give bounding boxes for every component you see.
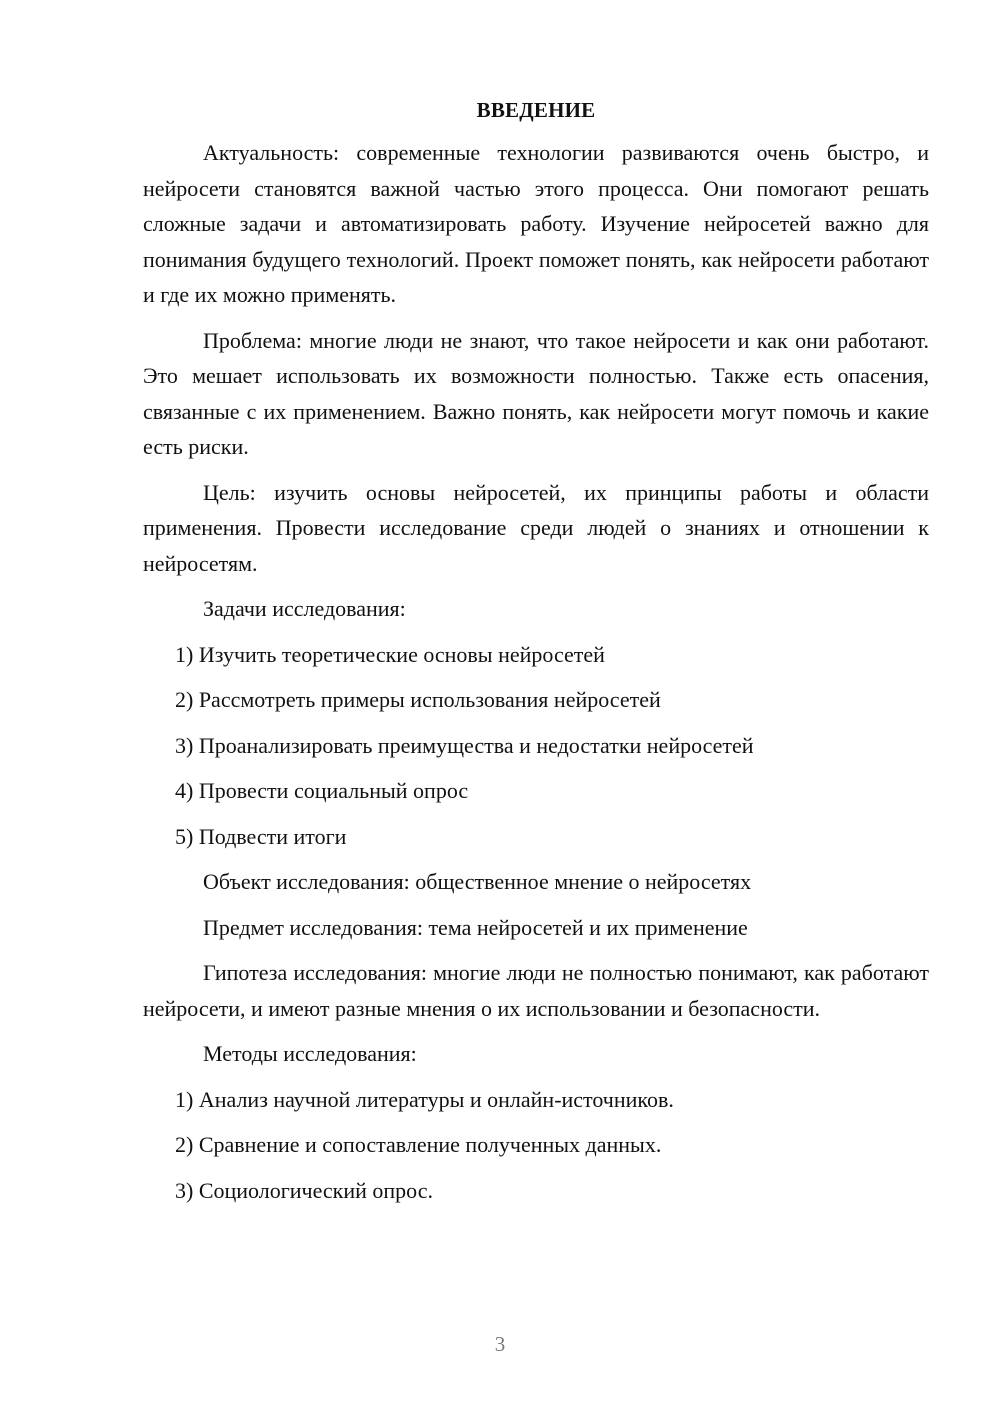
hypothesis-paragraph: Гипотеза исследования: многие люди не полностью понимают, как работают нейросети, и имеют разные мнения о их использовании и безопасности. [143,960,929,1021]
task-item: 1) Изучить теоретические основы нейросетей [175,641,605,667]
task-item: 4) Провести социальный опрос [175,778,469,803]
subject-paragraph: Предмет исследования: тема нейросетей и их применение [203,914,748,940]
task-item: 5) Подвести итоги [175,823,347,849]
relevance-paragraph: Актуальность: современные технологии развиваются очень быстро, и нейросети становятся важной частью этого процесса. Они помогают решать сложные задачи и автоматизировать работу. Изучение нейросетей важно для понимания будущего технологий. Проект поможет понять, как нейросети работают и где их можно применять. [143,140,929,307]
methods-list [143,1082,929,1209]
method-item: 1) Анализ научной литературы и онлайн-источников. [175,1086,674,1112]
object-paragraph: Объект исследования: общественное мнение о нейросетях [203,869,752,894]
task-item: 3) Проанализировать преимущества и недостатки нейросетей [175,732,754,758]
tasks-list [143,637,929,855]
page-content [143,95,929,1218]
page-number: 3 [494,1332,506,1356]
section-title: ВВЕДЕНИЕ [476,98,596,122]
task-item: 2) Рассмотреть примеры использования нейросетей [175,687,661,712]
method-item: 3) Социологический опрос. [175,1177,433,1203]
method-item: 2) Сравнение и сопоставление полученных данных. [175,1132,662,1157]
tasks-heading: Задачи исследования: [203,596,406,621]
methods-heading: Методы исследования: [203,1041,417,1066]
problem-paragraph: Проблема: многие люди не знают, что такое нейросети и как они работают. Это мешает использовать их возможности полностью. Также есть опасения, связанные с их применением. Важно понять, как нейросети могут помочь и какие есть риски. [143,327,929,459]
goal-paragraph: Цель: изучить основы нейросетей, их принципы работы и области применения. Провести исследование среди людей о знаниях и отношении к нейросетям. [143,479,929,576]
